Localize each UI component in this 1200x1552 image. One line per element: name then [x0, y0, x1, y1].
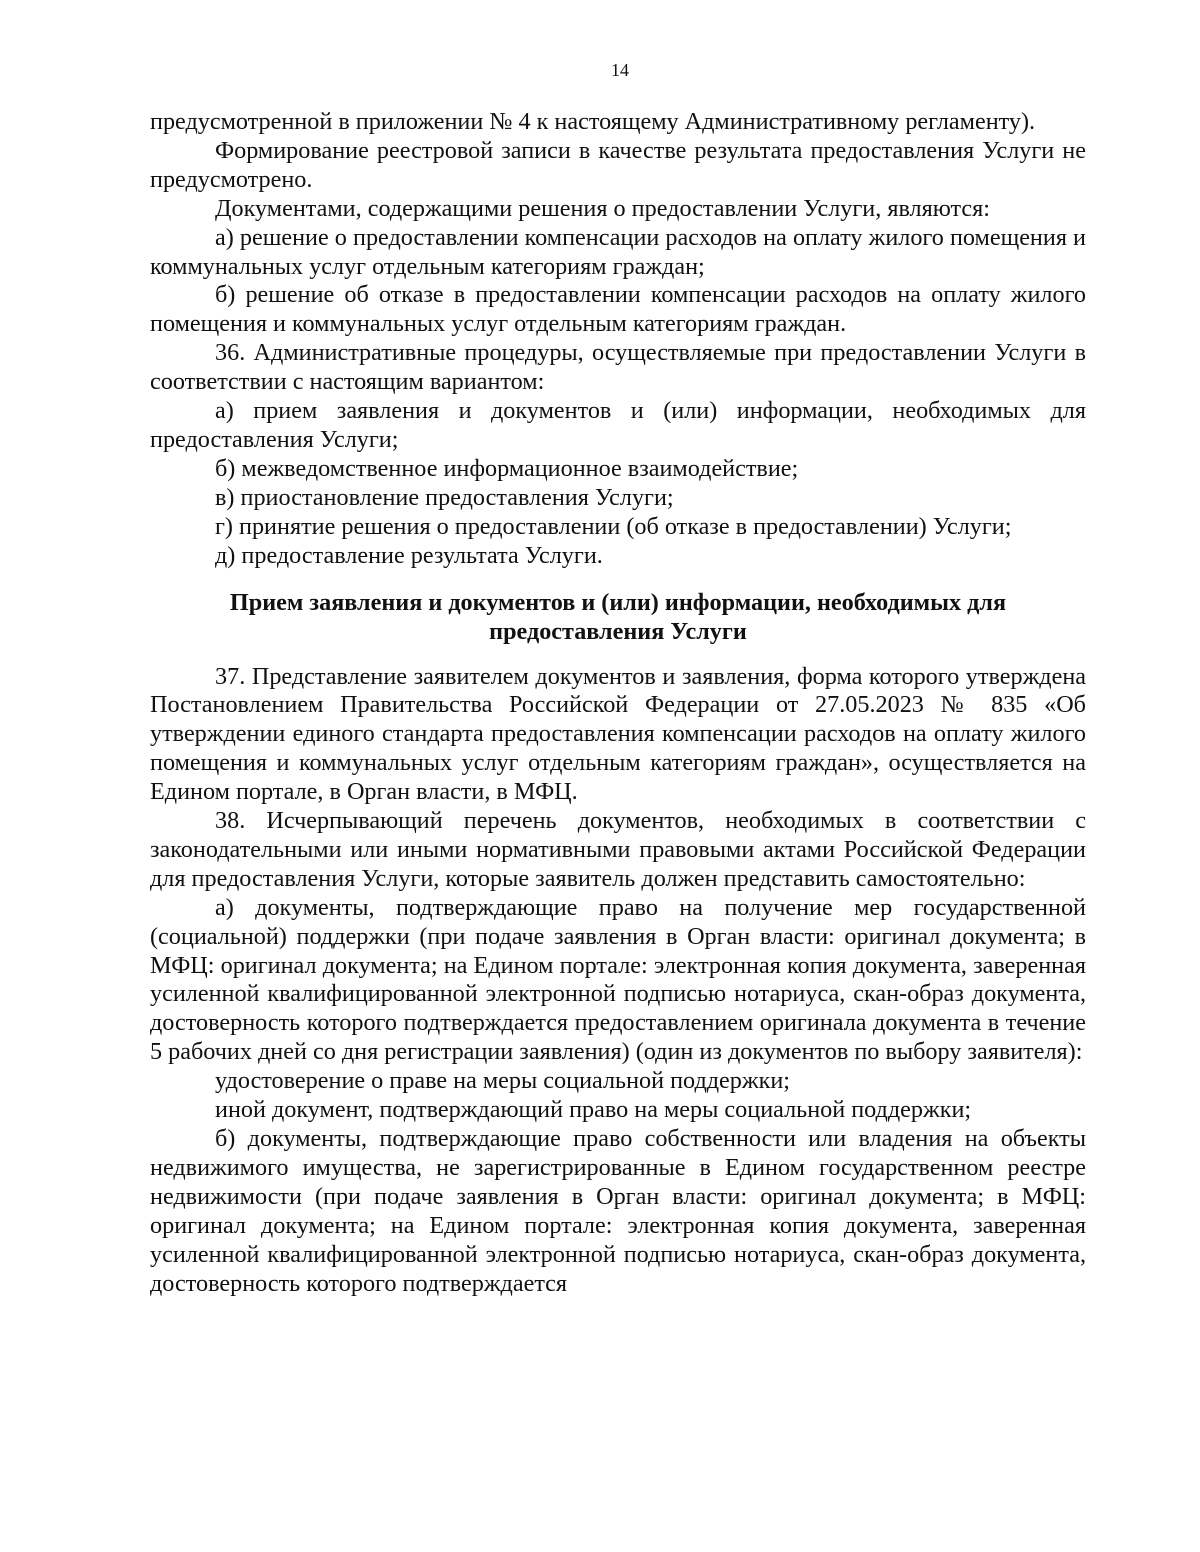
list-item: удостоверение о праве на меры социальной поддержки;: [215, 1067, 791, 1095]
list-item: б) решение об отказе в предоставлении компенсации расходов на оплату жилого помещения и коммунальных услуг отдельным категориям граждан.: [150, 281, 1086, 338]
list-item: а) решение о предоставлении компенсации расходов на оплату жилого помещения и коммунальных услуг отдельным категориям граждан;: [150, 223, 1086, 280]
paragraph-38: 38. Исчерпывающий перечень документов, необходимых в соответствии с законодательными или иными нормативными правовыми актами Российской Федерации для предоставления Услуги, которые заявитель должен представить самостоятельно:: [150, 807, 1086, 892]
list-item: б) документы, подтверждающие право собственности или владения на объекты недвижимого имущества, не зарегистрированные в Едином государственном реестре недвижимости (при подаче заявления в Орган власти: оригинал документа; в МФЦ: оригинал документа; на Едином портале: электронная копия документа, заверенная усиленной квалифицированной электронной подписью нотариуса, скан-образ документа, достоверность которого подтверждается: [150, 1125, 1086, 1297]
section-heading-line: Прием заявления и документов и (или) информации, необходимых для: [229, 588, 1007, 616]
document-body: [150, 108, 1086, 1298]
paragraph: Формирование реестровой записи в качестве результата предоставления Услуги не предусмотрено.: [150, 136, 1086, 193]
paragraph-36: 36. Административные процедуры, осуществляемые при предоставлении Услуги в соответствии с настоящим вариантом:: [150, 339, 1086, 396]
paragraph: Документами, содержащими решения о предоставлении Услуги, являются:: [215, 194, 990, 222]
list-item: а) прием заявления и документов и (или) информации, необходимых для предоставления Услуги;: [150, 397, 1086, 453]
list-item: иной документ, подтверждающий право на меры социальной поддержки;: [215, 1096, 972, 1124]
section-heading: [150, 588, 1086, 646]
paragraph-37: 37. Представление заявителем документов и заявления, форма которого утверждена Постановлением Правительства Российской Федерации от 27.05.2023 № 835 «Об утверждении единого стандарта предоставления компенсации расходов на оплату жилого помещения и коммунальных услуг отдельным категориям граждан», осуществляется на Едином портале, в Орган власти, в МФЦ.: [150, 662, 1086, 806]
paragraph-continuation: предусмотренной в приложении № 4 к настоящему Административному регламенту).: [150, 108, 1036, 135]
list-item: б) межведомственное информационное взаимодействие;: [215, 454, 799, 482]
list-item: д) предоставление результата Услуги.: [215, 541, 603, 569]
section-heading-line: предоставления Услуги: [489, 617, 747, 645]
list-item: в) приостановление предоставления Услуги;: [215, 483, 674, 511]
list-item: г) принятие решения о предоставлении (об отказе в предоставлении) Услуги;: [215, 512, 1012, 540]
page-number: 14: [611, 60, 629, 80]
list-item: а) документы, подтверждающие право на получение мер государственной (социальной) поддержки (при подаче заявления в Орган власти: оригинал документа; в МФЦ: оригинал документа; на Едином портале: электронная копия документа, заверенная усиленной квалифицированной электронной подписью нотариуса, скан-образ документа, достоверность которого подтверждается предоставлением оригинала документа в течение 5 рабочих дней со дня регистрации заявления) (один из документов по выбору заявителя):: [150, 893, 1086, 1066]
